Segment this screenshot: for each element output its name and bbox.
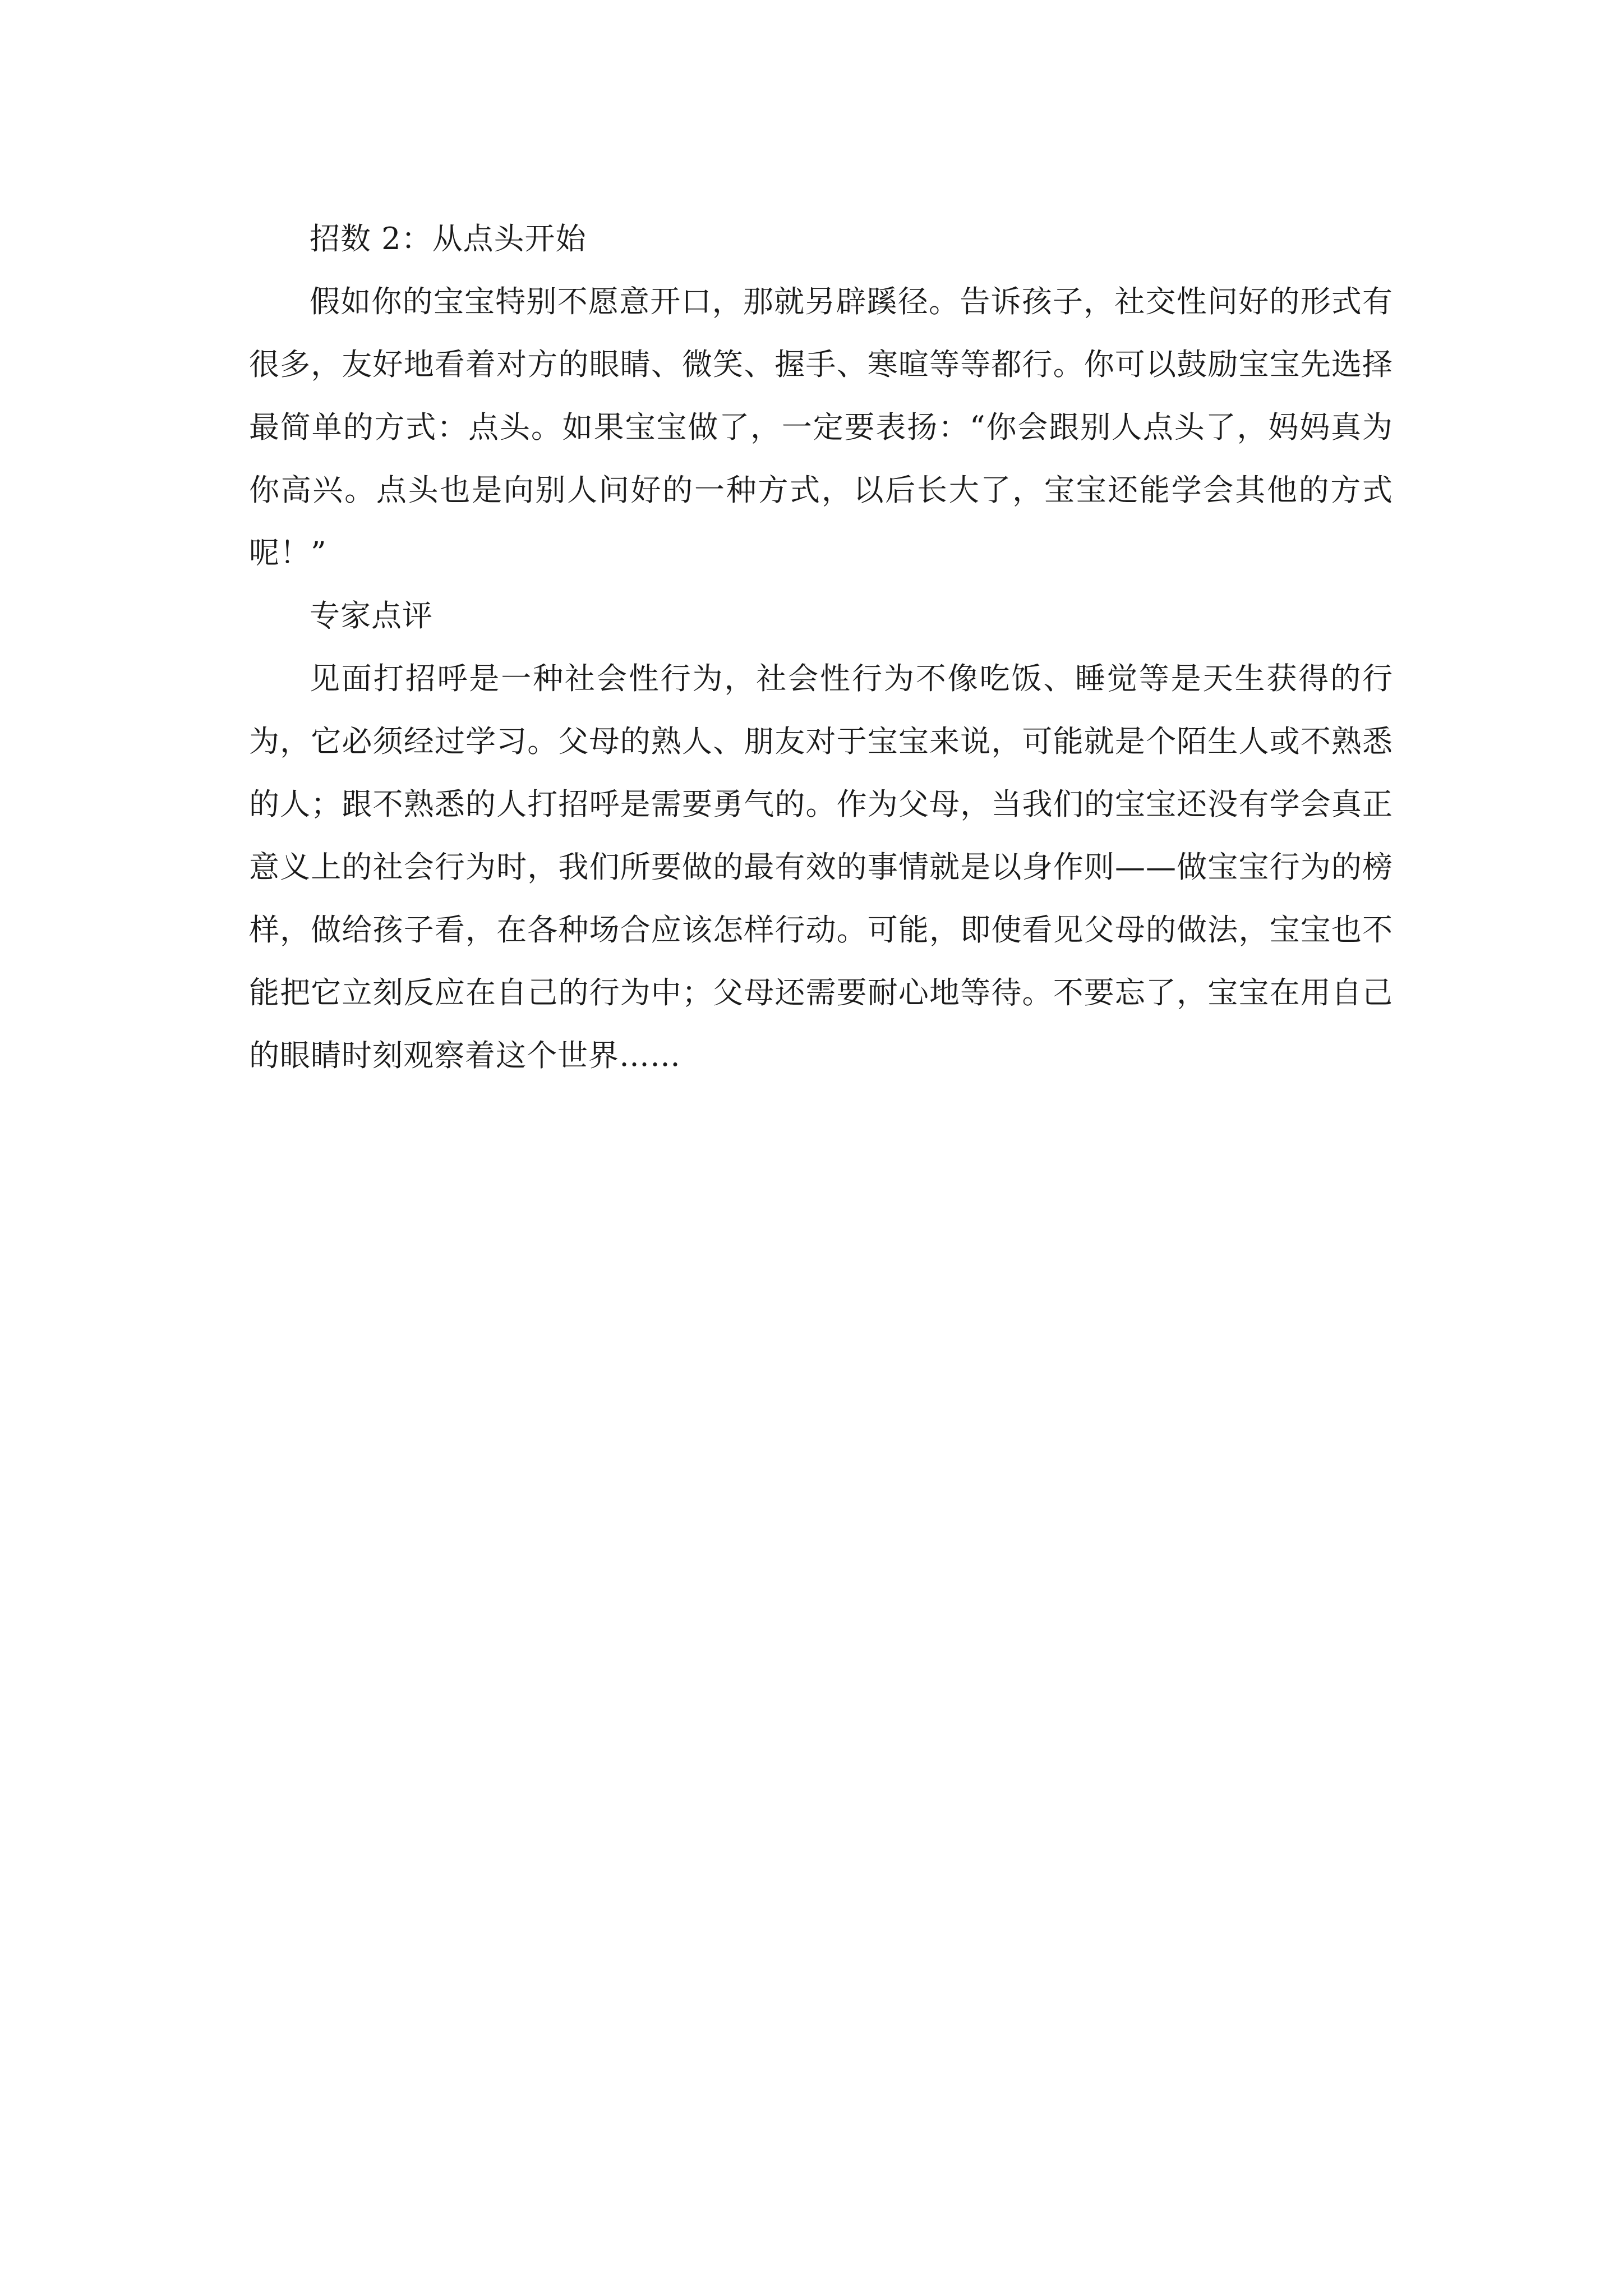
section-heading-tip-2: 招数 2：从点头开始 [310,221,587,256]
section-heading-expert-comment: 专家点评 [310,598,433,633]
paragraph-expert-comment: 见面打招呼是一种社会性行为，社会性行为不像吃饭、睡觉等是天生获得的行为，它必须经过学习。父母的熟人、朋友对于宝宝来说，可能就是个陌生人或不熟悉的人；跟不熟悉的人打招呼是需要勇气的。作为父母，当我们的宝宝还没有学会真正意义上的社会行为时，我们所要做的最有效的事情就是以身作则——做宝宝行为的榜样，做给孩子看，在各种场合应该怎样行动。可能，即使看见父母的做法，宝宝也不能把它立刻反应在自己的行为中；父母还需要耐心地等待。不要忘了，宝宝在用自己的眼睛时刻观察着这个世界…… [249,661,1393,1073]
document-body [249,208,1393,1087]
paragraph-tip-2: 假如你的宝宝特别不愿意开口，那就另辟蹊径。告诉孩子，社交性问好的形式有很多，友好地看着对方的眼睛、微笑、握手、寒暄等等都行。你可以鼓励宝宝先选择最简单的方式：点头。如果宝宝做了，一定要表扬：“你会跟别人点头了，妈妈真为你高兴。点头也是向别人问好的一种方式，以后长大了，宝宝还能学会其他的方式呢！” [249,284,1393,570]
